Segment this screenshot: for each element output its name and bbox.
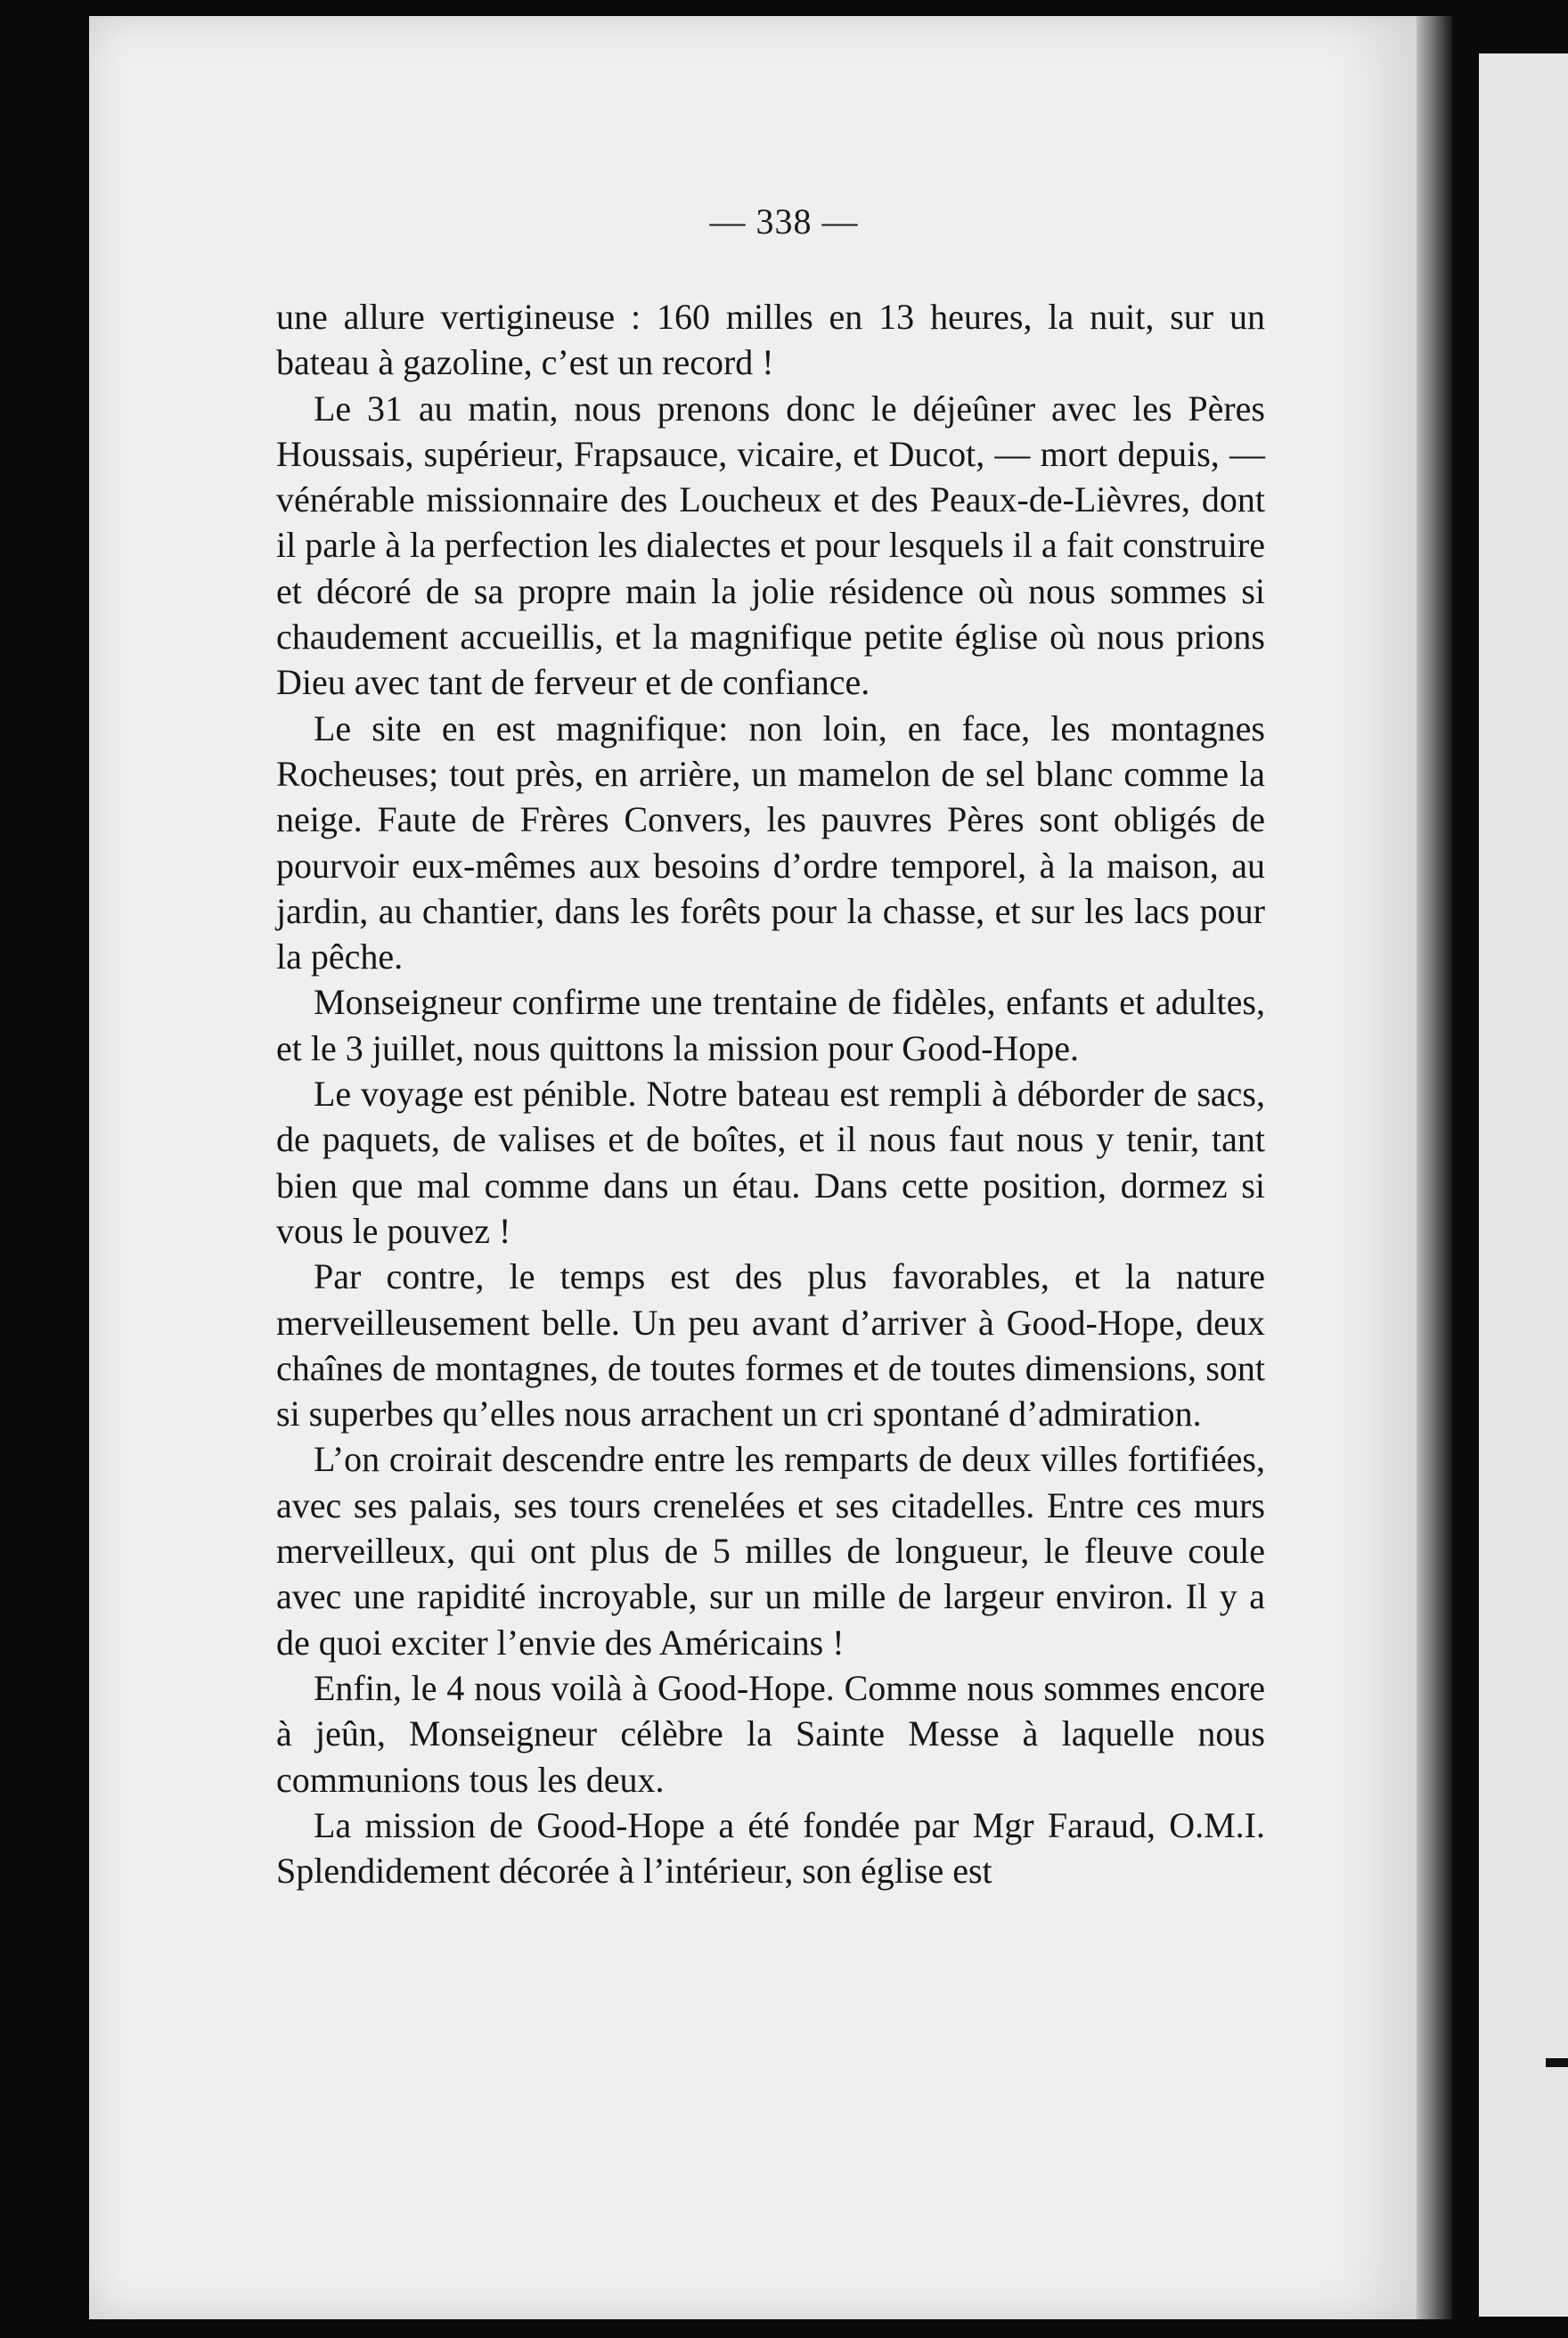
paragraph: Le voyage est pénible. Notre bateau est rempli à déborder de sacs, de paquets, de valises et de boîtes, et il nous faut nous y tenir, tant bien que mal comme dans un étau. Dans cette position, dormez si vous le pouvez !: [276, 1074, 1265, 1251]
paragraph: une allure vertigineuse : 160 milles en 13 heures, la nuit, sur un bateau à gazoline, c’est un record !: [276, 297, 1265, 383]
spine-shadow: [1417, 16, 1452, 2319]
paragraph: Enfin, le 4 nous voilà à Good-Hope. Comme nous sommes encore à jeûn, Monseigneur célèbre la Sainte Messe à laquelle nous communions tous les deux.: [276, 1667, 1265, 1800]
body-text: [276, 294, 1265, 1893]
paragraph: La mission de Good-Hope a été fondée par Mgr Faraud, O.M.I. Splendidement décorée à l’intérieur, son église est: [276, 1804, 1265, 1892]
paragraph: Monseigneur confirme une trentaine de fidèles, enfants et adultes, et le 3 juillet, nous quittons la mission pour Good-Hope.: [276, 982, 1265, 1068]
page-number: — 338 —: [709, 201, 859, 241]
facing-page-edge: [1479, 53, 1568, 2317]
edge-mark: [1546, 2058, 1568, 2067]
paragraph: Par contre, le temps est des plus favorables, et la nature merveilleusement belle. Un peu avant d’arriver à Good-Hope, deux chaînes de montagnes, de toutes formes et de toutes dimensions, sont si superbes qu’elles nous arrachent un cri spontané d’admiration.: [276, 1256, 1265, 1435]
paragraph: L’on croirait descendre entre les remparts de deux villes fortifiées, avec ses palais, ses tours crenelées et ses citadelles. Entre ces murs merveilleux, qui ont plus de 5 milles de longueur, le fleuve coule avec une rapidité incroyable, sur un mille de largeur environ. Il y a de quoi exciter l’envie des Américains !: [276, 1439, 1265, 1663]
paragraph: Le site en est magnifique: non loin, en face, les montagnes Rocheuses; tout près, en arrière, un mamelon de sel blanc comme la neige. Faute de Frères Convers, les pauvres Pères sont obligés de pourvoir eux-mêmes aux besoins d’ordre temporel, à la maison, au jardin, au chantier, dans les forêts pour la chasse, et sur les lacs pour la pêche.: [276, 707, 1265, 977]
paragraph: Le 31 au matin, nous prenons donc le déjeûner avec les Pères Houssais, supérieur, Frapsauce, vicaire, et Ducot, — mort depuis, — vénérable missionnaire des Loucheux et des Peaux-de-Lièvres, dont il parle à la perfection les dialectes et pour lesquels il a fait construire et décoré de sa propre main la jolie résidence où nous sommes si chaudement accueillis, et la magnifique petite église où nous prions Dieu avec tant de ferveur et de confiance.: [276, 388, 1265, 703]
